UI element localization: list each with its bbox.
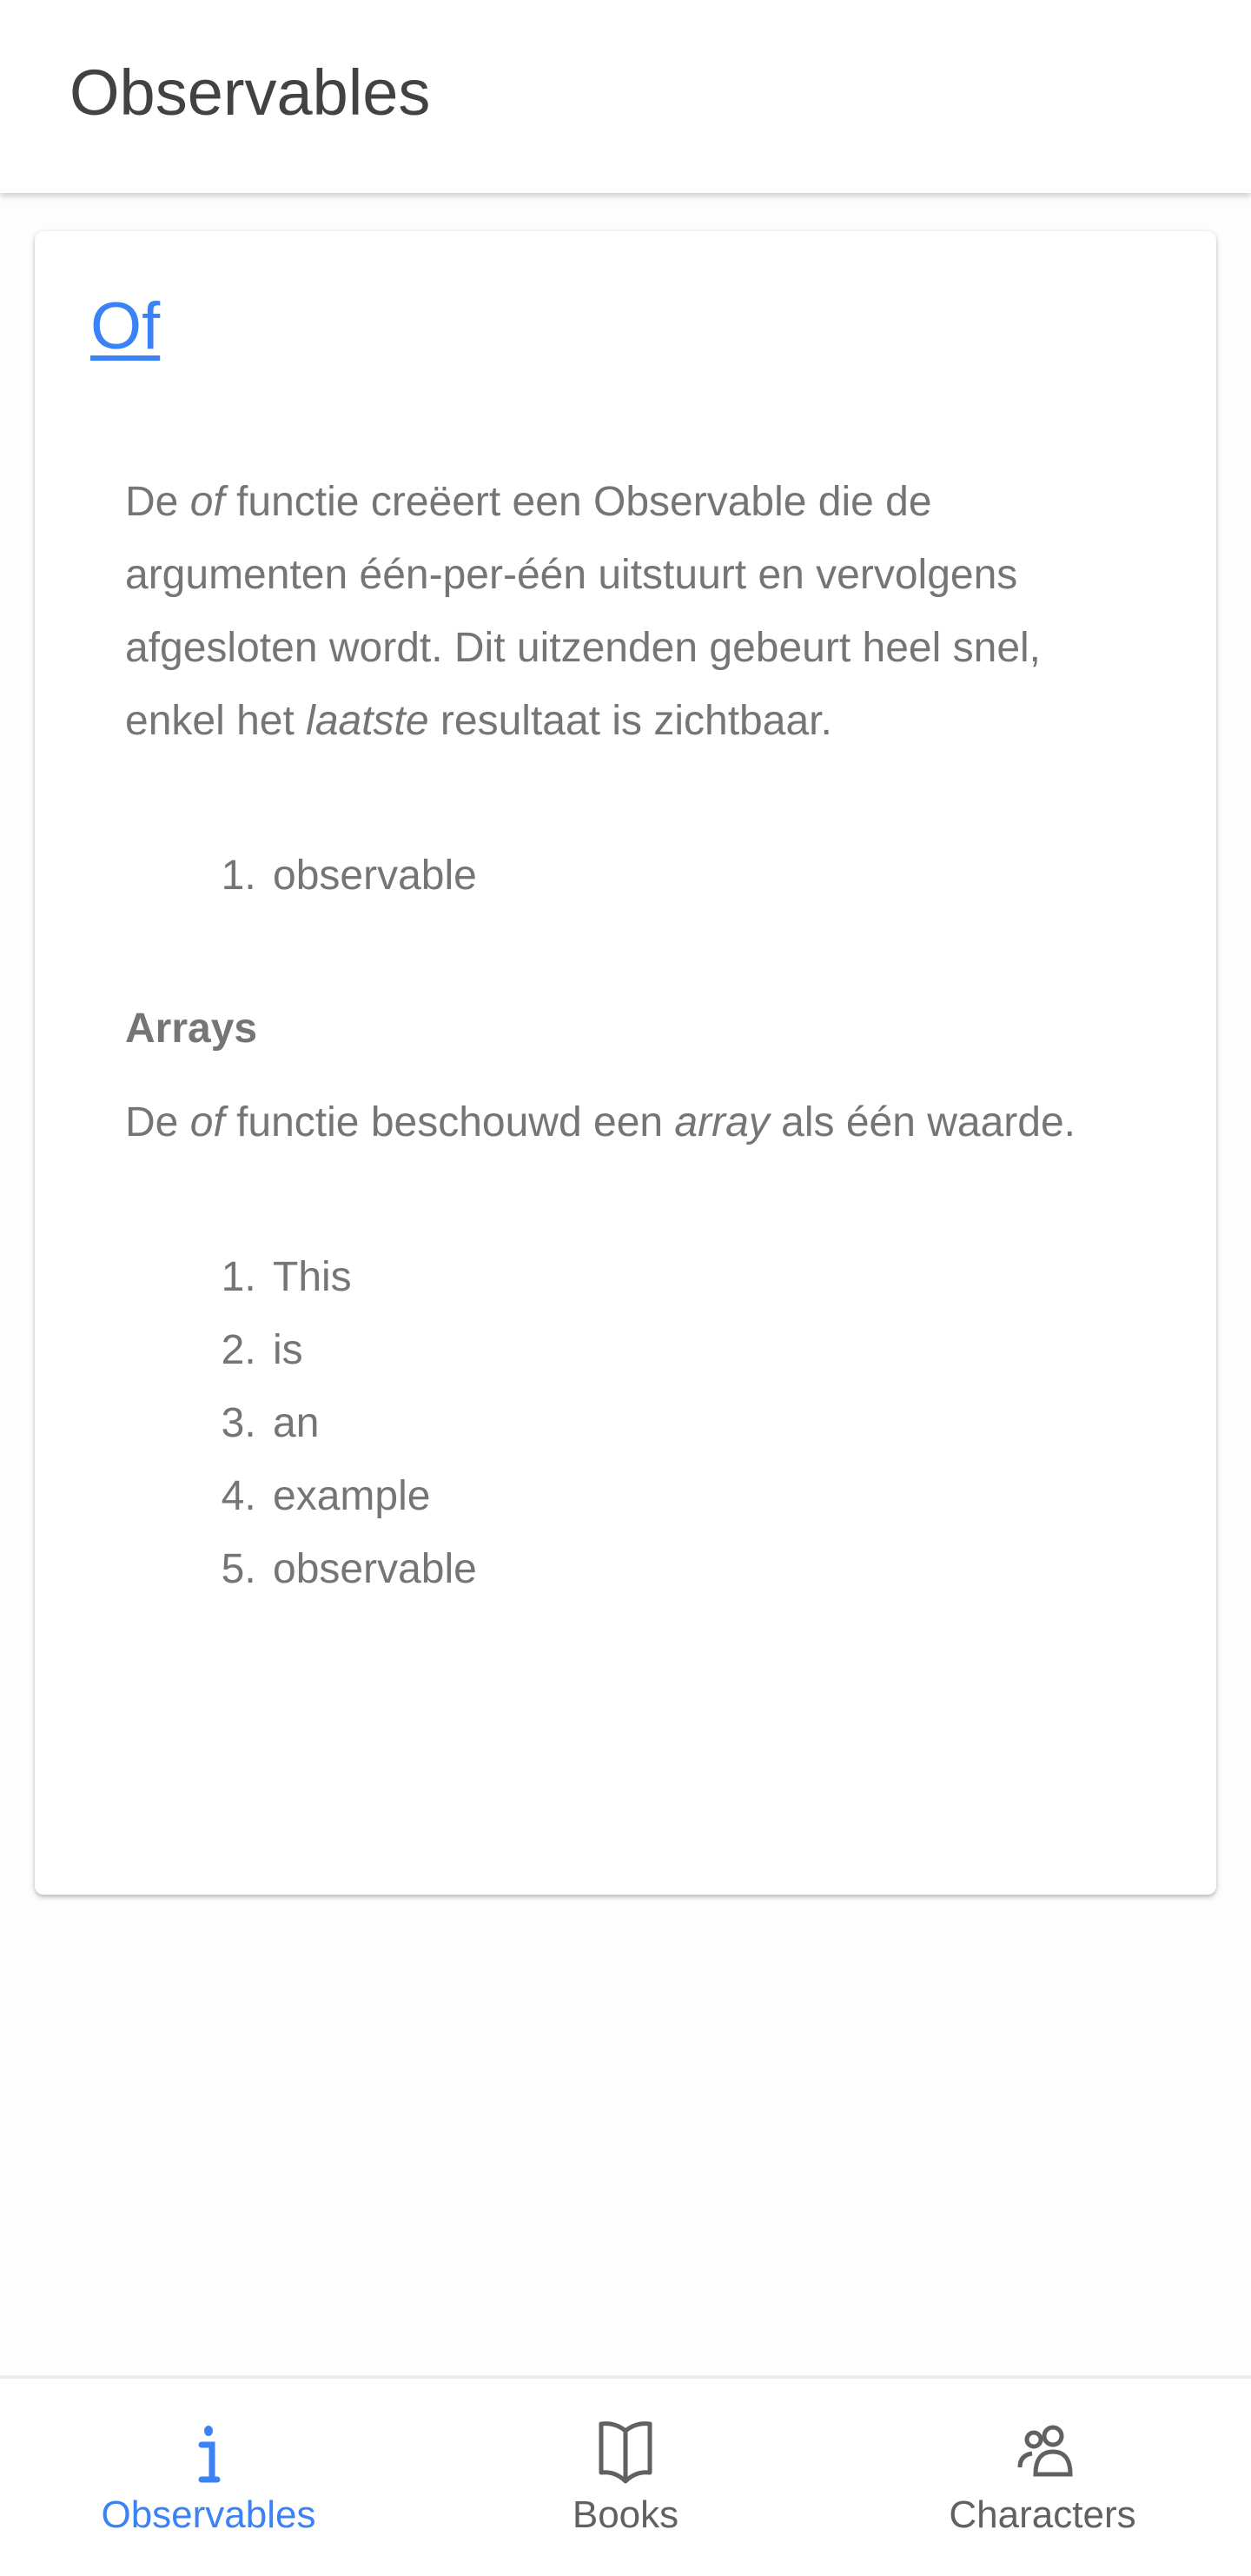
tab-observables[interactable] — [0, 2379, 417, 2576]
text: functie beschouwd een — [224, 1099, 675, 1145]
observable-card — [35, 231, 1216, 1895]
tab-characters[interactable] — [834, 2379, 1251, 2576]
tab-label: Observables — [101, 2493, 316, 2536]
arrays-paragraph — [125, 1086, 1150, 1159]
content-area — [0, 196, 1251, 2374]
list-item: 5. observable — [268, 1533, 1150, 1606]
text: De — [125, 1099, 190, 1145]
tab-books[interactable] — [417, 2379, 834, 2576]
emphasis: laatste — [306, 698, 429, 744]
list-item: 1. This — [268, 1241, 1150, 1314]
bottom-navigation — [0, 2375, 1251, 2576]
text: functie creëert een Observable die de argumenten één-per-één uitstuurt en vervolgens afgesloten wordt. Dit uitzenden gebeurt heel snel, enkel het — [125, 479, 1042, 744]
list-item: 3. an — [268, 1387, 1150, 1460]
tab-label: Books — [572, 2493, 679, 2536]
section-heading: Arrays — [125, 1006, 258, 1052]
output-list — [125, 840, 1150, 913]
list-item: 4. example — [268, 1460, 1150, 1533]
book-icon — [591, 2419, 660, 2488]
emphasis: of — [189, 479, 225, 525]
array-output-list — [125, 1241, 1150, 1606]
people-icon — [1008, 2419, 1077, 2488]
text: resultaat is zichtbaar. — [428, 698, 832, 744]
text: De — [125, 479, 190, 525]
emphasis: of — [189, 1099, 225, 1145]
text: als één waarde. — [769, 1099, 1076, 1145]
info-icon — [174, 2419, 243, 2488]
list-item: 2. is — [268, 1314, 1150, 1387]
tab-label: Characters — [949, 2493, 1136, 2536]
list-item: 1. observable — [268, 840, 1150, 913]
emphasis: array — [674, 1099, 770, 1145]
app-header — [0, 0, 1251, 193]
card-title-link[interactable]: Of — [90, 289, 161, 363]
card-body — [125, 466, 1150, 1606]
intro-paragraph — [125, 466, 1150, 758]
page-title: Observables — [70, 56, 431, 129]
